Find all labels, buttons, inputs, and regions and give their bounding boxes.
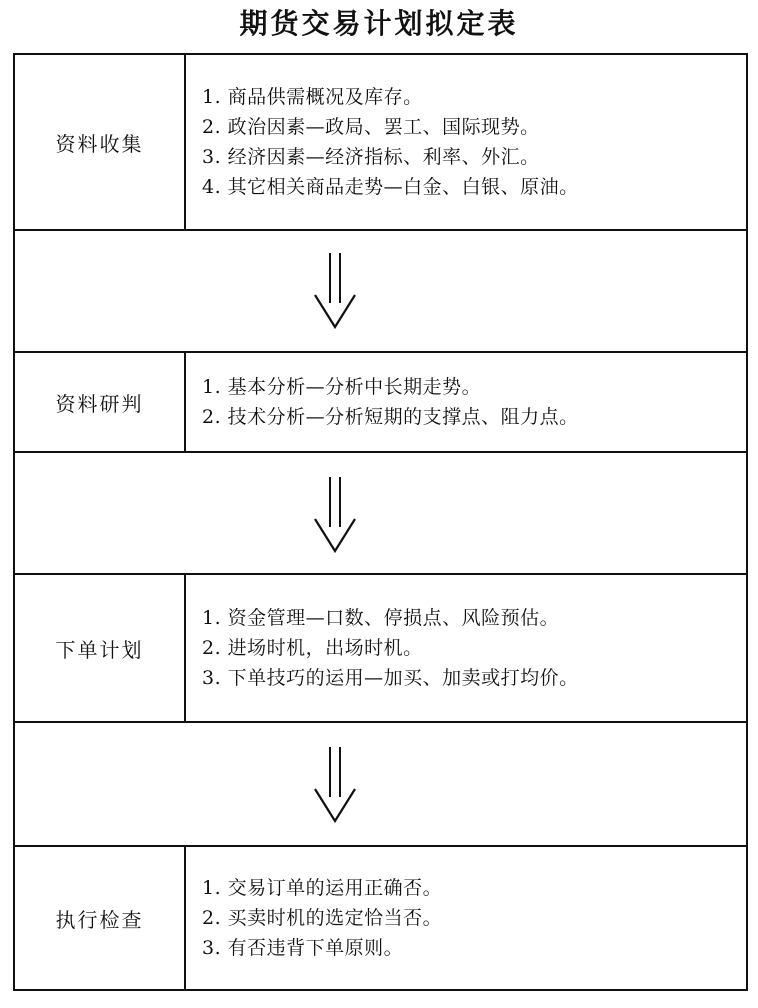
section-label: 执行检查 [15, 847, 186, 989]
list-item: 3. 下单技巧的运用—加买、加卖或打均价。 [202, 667, 579, 689]
list-item: 2. 技术分析—分析短期的支撑点、阻力点。 [202, 406, 579, 428]
section-label: 资料收集 [15, 55, 186, 229]
list-item: 2. 进场时机，出场时机。 [202, 637, 423, 659]
arrow-row [15, 231, 746, 353]
list-item: 2. 买卖时机的选定恰当否。 [202, 907, 443, 929]
section-content [186, 55, 746, 229]
section-row-data-collection [15, 55, 746, 231]
list-item: 4. 其它相关商品走势—白金、白银、原油。 [202, 176, 579, 198]
section-content [186, 353, 746, 451]
double-down-arrow-icon [305, 745, 365, 825]
section-label: 资料研判 [15, 353, 186, 451]
list-item: 1. 商品供需概况及库存。 [202, 86, 423, 108]
list-item: 1. 资金管理—口数、停损点、风险预估。 [202, 607, 560, 629]
section-row-execution-check [15, 847, 746, 989]
list-item: 1. 交易订单的运用正确否。 [202, 877, 443, 899]
section-content [186, 847, 746, 989]
section-content [186, 575, 746, 721]
plan-table [13, 53, 748, 991]
list-item: 2. 政治因素—政局、罢工、国际现势。 [202, 116, 540, 138]
double-down-arrow-icon [305, 475, 365, 555]
page-title: 期货交易计划拟定表 [239, 7, 519, 40]
section-label: 下单计划 [15, 575, 186, 721]
double-down-arrow-icon [305, 251, 365, 331]
arrow-row [15, 453, 746, 575]
section-row-order-plan [15, 575, 746, 723]
list-item: 3. 有否违背下单原则。 [202, 937, 404, 959]
section-row-data-analysis [15, 353, 746, 453]
list-item: 1. 基本分析—分析中长期走势。 [202, 376, 482, 398]
arrow-row [15, 723, 746, 847]
list-item: 3. 经济因素—经济指标、利率、外汇。 [202, 146, 540, 168]
